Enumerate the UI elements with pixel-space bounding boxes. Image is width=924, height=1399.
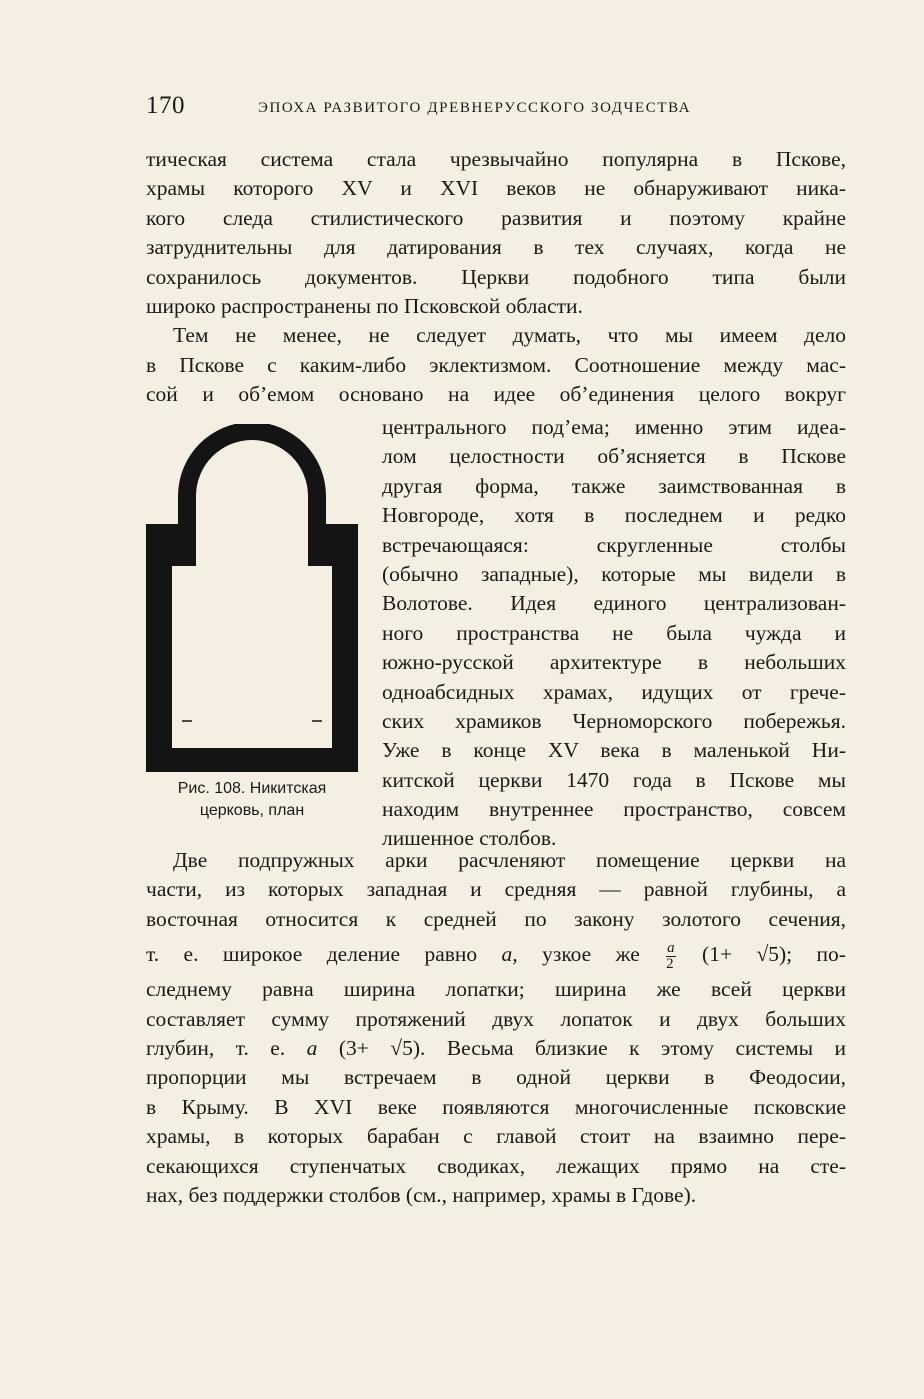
text-line: Волотове. Идея единого централизован-: [382, 591, 846, 616]
formula-variable: a: [306, 1035, 318, 1060]
formula-line: [146, 1034, 846, 1063]
church-plan-drawing: [146, 424, 358, 774]
text-line: кого следа стилистического развития и поэтому крайне: [146, 205, 846, 230]
text-line: Тем не менее, не следует думать, что мы имеем дело: [173, 323, 846, 348]
page-header: [146, 92, 846, 128]
formula-variable: a: [501, 942, 513, 967]
text-line: тическая система стала чрезвычайно популярна в Пскове,: [146, 147, 846, 171]
text-line: части, из которых западная и средняя — равной глубины, а: [146, 877, 846, 902]
text-line: Две подпружных арки расчленяют помещение церкви на: [173, 848, 846, 872]
formula-text: т. е. широкое деление равно: [146, 942, 502, 967]
running-head: ЭПОХА РАЗВИТОГО ДРЕВНЕРУССКОГО ЗОДЧЕСТВА: [258, 100, 692, 116]
caption-line: церковь, план: [199, 802, 305, 819]
text-line: следнему равна ширина лопатки; ширина же всей церкви: [146, 977, 846, 1002]
text-line: в Пскове с каким-либо эклектизмом. Соотношение между мас-: [146, 352, 846, 377]
text-line: ских храмиков Черноморского побережья.: [382, 708, 846, 733]
text-line: нах, без поддержки столбов (см., например, храмы в Гдове).: [146, 1182, 697, 1207]
fraction-numerator: a: [667, 939, 675, 956]
text-bottom-block: [146, 846, 846, 1210]
text-line: китской церкви 1470 года в Пскове мы: [382, 767, 846, 792]
text-line: лом целостности об’ясняется в Пскове: [382, 444, 846, 469]
text-line: лишенное столбов.: [382, 826, 557, 851]
text-line: ного пространства не была чужда и: [382, 620, 846, 645]
text-column-block: [382, 413, 846, 854]
text-line: находим внутреннее пространство, совсем: [382, 797, 846, 822]
text-line: центрального под’ема; именно этим идеа-: [382, 415, 846, 439]
text-line: сохранилось документов. Церкви подобного типа были: [146, 264, 846, 289]
text-line: пропорции мы встречаем в одной церкви в Феодосии,: [146, 1065, 846, 1090]
text-line: встречающаяся: скругленные столбы: [382, 532, 846, 557]
text-top-block: [146, 145, 846, 410]
text-line: Уже в конце XV века в маленькой Ни-: [382, 738, 846, 763]
text-line: храмы которого XV и XVI веков не обнаруживают ника-: [146, 176, 846, 201]
text-line: восточная относится к средней по закону золотого сечения,: [146, 906, 846, 931]
formula-line: [146, 934, 846, 975]
text-line: составляет сумму протяжений двух лопаток и двух больших: [146, 1006, 846, 1031]
formula-text: глубин, т. е.: [146, 1035, 307, 1060]
page-number: 170: [146, 92, 185, 119]
figure-caption: [146, 778, 358, 822]
text-line: одноабсидных храмах, идущих от грече-: [382, 679, 846, 704]
formula-text: (3+ √5). Весьма близкие к этому системы и: [317, 1035, 846, 1060]
text-line: Новгороде, хотя в последнем и редко: [382, 503, 846, 528]
text-line: храмы, в которых барабан с главой стоит на взаимно пере-: [146, 1124, 846, 1149]
fraction-denominator: 2: [666, 955, 674, 972]
text-line: затруднительны для датирования в тех случаях, когда не: [146, 235, 846, 260]
text-line: другая форма, также заимствованная в: [382, 473, 846, 498]
text-line: широко распространены по Псковской области.: [146, 293, 583, 318]
fraction: [666, 941, 676, 972]
text-line: сой и об’емом основано на идее об’единения целого вокруг: [146, 382, 846, 407]
text-line: южно-русской архитектуре в небольших: [382, 650, 846, 675]
formula-text: , узкое же: [512, 942, 665, 967]
text-line: в Крыму. В XVI веке появляются многочисленные псковские: [146, 1094, 846, 1119]
caption-line: Рис. 108. Никитская: [177, 780, 327, 797]
text-line: (обычно западные), которые мы видели в: [382, 561, 846, 586]
formula-text: (1+ √5); по-: [677, 942, 846, 967]
text-line: секающихся ступенчатых сводиках, лежащих прямо на сте-: [146, 1153, 846, 1178]
